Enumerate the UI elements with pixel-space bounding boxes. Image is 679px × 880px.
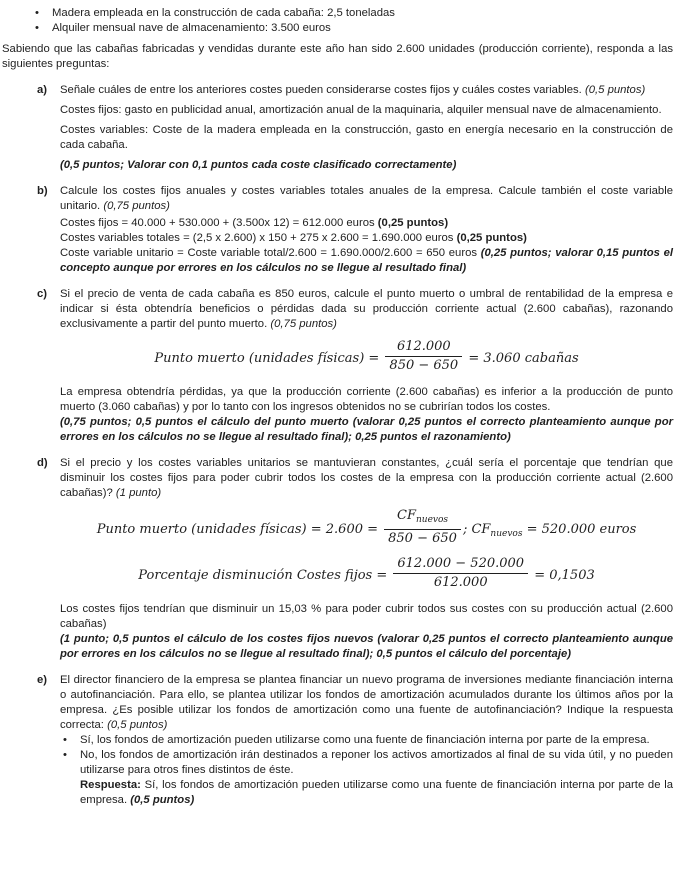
cf-subscript: nuevos	[490, 529, 523, 539]
breakeven-formula-result: = 3.060 cabañas	[468, 351, 579, 366]
section-b-calc-unit-text: Coste variable unitario = Coste variable total/2.600 = 1.690.000/2.600 = 650 euros	[60, 247, 481, 259]
bullet-icon: •	[35, 22, 39, 34]
section-a-points: (0,5 puntos)	[584, 84, 646, 96]
section-b-label: b)	[37, 185, 48, 197]
section-a-answer-variable: Costes variables: Coste de la madera empleada en la construcción, gasto en energía necesario en la construcción de cada cabaña.	[60, 124, 673, 151]
bullet-icon: •	[63, 749, 67, 761]
cf-symbol: CF	[397, 508, 416, 523]
section-b-calc-unit	[60, 246, 673, 276]
intro-lead: Sabiendo que las cabañas fabricadas y vendidas durante este año han sido 2.600 unidades (producción corriente), responda a las siguientes preguntas:	[2, 43, 673, 70]
section-a-question-text: Señale cuáles de entre los anteriores costes pueden considerarse costes fijos y cuáles costes variables.	[60, 84, 585, 96]
section-c-points: (0,75 puntos)	[270, 318, 337, 330]
section-b	[37, 184, 674, 276]
section-e-option-no-text: No, los fondos de amortización irán destinados a reponer los activos amortizados al final de su vida útil, y no pueden utilizarse para otros fines distintos de éste.	[80, 749, 673, 776]
section-e-answer-text: Sí, los fondos de amortización pueden utilizarse como una fuente de financiación interna por parte de la empresa.	[80, 779, 673, 806]
section-c-question-text: Si el precio de venta de cada cabaña es 850 euros, calcule el punto muerto o umbral de rentabilidad de la empresa e indicar si ésta obtendría beneficios o pérdidas dada su producción corriente actual (2.600 cabañas), razonando exclusivamente a partir del punto muerto.	[60, 288, 673, 330]
new-fixed-costs-result: = 520.000 euros	[522, 522, 637, 537]
percentage-decrease-formula	[60, 558, 673, 593]
section-e-option-yes-text: Sí, los fondos de amortización pueden utilizarse como una fuente de financiación interna por parte de la empresa.	[80, 734, 650, 746]
section-b-question	[60, 184, 673, 214]
section-d-answer: Los costes fijos tendrían que disminuir un 15,03 % para poder cubrir todos sus costes con su producción actual (2.600 cabañas)	[60, 603, 673, 630]
section-b-calc-fixed-points: (0,25 puntos)	[377, 217, 449, 229]
section-b-calc-fixed-text: Costes fijos = 40.000 + 530.000 + (3.500x 12) = 612.000 euros	[60, 217, 378, 229]
cf-symbol: ; CF	[462, 522, 491, 537]
section-d-points: (1 punto)	[115, 487, 162, 499]
section-a-grading: (0,5 puntos; Valorar con 0,1 puntos cada coste clasificado correctamente)	[60, 159, 457, 171]
section-e-option-yes	[60, 733, 673, 748]
new-fixed-costs-fraction	[384, 508, 461, 547]
section-a	[37, 83, 673, 173]
section-c-label: c)	[37, 288, 48, 300]
bullet-icon: •	[63, 734, 67, 746]
section-b-grading: (0,25 puntos; valorar 0,15 puntos el concepto aunque por errores en los cálculos no se llegue al resultado final)	[60, 247, 674, 274]
section-e-answer	[60, 778, 673, 808]
section-e-answer-points: (0,5 puntos)	[130, 794, 195, 806]
breakeven-fraction	[385, 339, 462, 374]
section-b-calc-variable-text: Costes variables totales = (2,5 x 2.600) x 150 + 275 x 2.600 = 1.690.000 euros	[60, 232, 457, 244]
section-a-answer-fixed: Costes fijos: gasto en publicidad anual, amortización anual de la maquinaria, alquiler mensual nave de almacenamiento.	[60, 104, 662, 116]
percentage-decrease-lhs: Porcentaje disminución Costes fijos =	[138, 568, 392, 583]
section-c-question	[60, 287, 673, 332]
section-d-question	[60, 456, 673, 501]
section-d-label: d)	[37, 457, 48, 469]
section-e-answer-label: Respuesta:	[80, 779, 141, 791]
section-b-points: (0,75 puntos)	[103, 200, 170, 212]
percentage-decrease-denominator: 612.000	[393, 573, 528, 591]
new-fixed-costs-lhs: Punto muerto (unidades físicas) = 2.600 =	[96, 522, 383, 537]
section-b-calc-variable	[60, 231, 673, 246]
intro-bullet-madera	[2, 6, 673, 21]
section-b-question-text: Calcule los costes fijos anuales y costes variables totales anuales de la empresa. Calcule también el coste variable unitario.	[60, 185, 673, 212]
section-a-label: a)	[37, 84, 48, 96]
new-fixed-costs-mid	[463, 522, 523, 537]
breakeven-formula-lhs: Punto muerto (unidades físicas) =	[154, 351, 384, 366]
intro-bullet-alquiler-text: Alquiler mensual nave de almacenamiento: 3.500 euros	[52, 22, 331, 34]
breakeven-numerator: 612.000	[396, 339, 451, 354]
section-e-label: e)	[37, 674, 48, 686]
section-c	[37, 287, 673, 445]
percentage-decrease-result: = 0,1503	[534, 568, 595, 583]
section-b-calc-variable-points: (0,25 puntos)	[456, 232, 527, 244]
section-c-answer: La empresa obtendría pérdidas, ya que la producción corriente (2.600 cabañas) es inferior a la producción de punto muerto (3.060 cabañas) y por lo tanto con los ingresos obtenidos no se cubrirían todos los costes.	[60, 386, 673, 413]
new-fixed-costs-formula	[60, 510, 673, 549]
intro-bullet-madera-text: Madera empleada en la construcción de cada cabaña: 2,5 toneladas	[52, 7, 395, 19]
section-e-question	[60, 673, 673, 733]
bullet-icon: •	[35, 7, 39, 19]
new-fixed-costs-numerator	[384, 508, 461, 529]
section-d-question-text: Si el precio y los costes variables unitarios se mantuvieran constantes, ¿cuál sería el porcentaje que tendrían que disminuir los costes fijos para poder cubrir todos los costes de la empresa con la producción corriente actual (2.600 cabañas)?	[60, 457, 673, 499]
intro-bullet-alquiler	[2, 21, 673, 36]
section-c-grading: (0,75 puntos; 0,5 puntos el cálculo del punto muerto (valorar 0,25 puntos el correcto planteamiento aunque por errores en los cálculos no se llegue al resultado final); 0,25 puntos el razonamiento)	[60, 416, 673, 443]
cf-subscript: nuevos	[416, 515, 449, 525]
section-d-grading: (1 punto; 0,5 puntos el cálculo de los costes fijos nuevos (valorar 0,25 puntos el correcto planteamiento aunque por errores en los cálculos no se llegue al resultado final); 0,5 puntos el cálculo del porcentaje)	[60, 633, 673, 660]
new-fixed-costs-denominator: 850 − 650	[384, 529, 461, 547]
breakeven-denominator: 850 − 650	[385, 356, 462, 374]
percentage-decrease-numerator: 612.000 − 520.000	[397, 556, 525, 571]
section-e-option-no	[60, 748, 673, 778]
section-e-question-text: El director financiero de la empresa se plantea financiar un nuevo programa de inversiones mediante financiación interna o autofinanciación. Para ello, se plantea utilizar los fondos de amortización acumulados durante los últimos años por la empresa. ¿Es posible utilizar los fondos de amortización como una fuente de autofinanciación? Indique la respuesta correcta:	[60, 674, 673, 731]
section-d	[37, 456, 673, 662]
section-a-question	[60, 83, 673, 98]
section-e-points: (0,5 puntos)	[107, 719, 168, 731]
percentage-decrease-fraction	[393, 556, 528, 591]
section-b-calc-fixed	[60, 216, 673, 231]
breakeven-formula	[60, 341, 673, 376]
section-e	[37, 673, 673, 808]
